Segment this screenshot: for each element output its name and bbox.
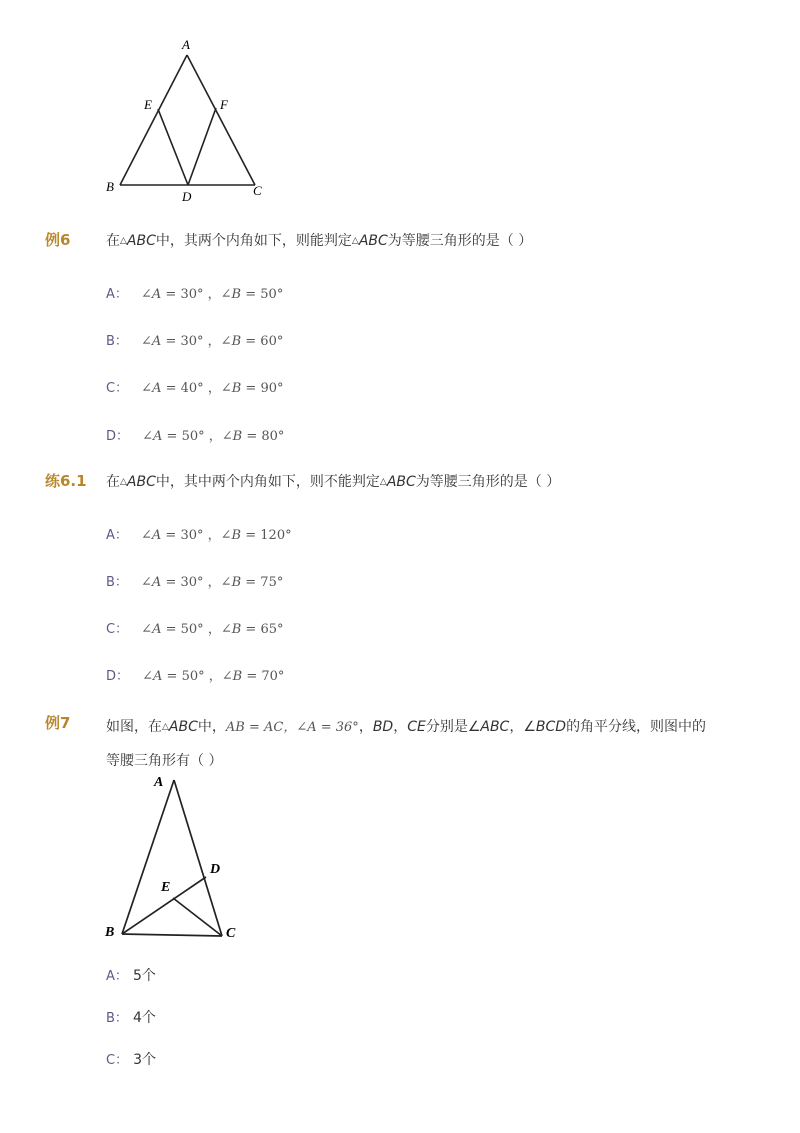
label-A: A	[154, 775, 164, 790]
practice-6-1-option-d[interactable]: D： ∠A = 50° ，∠B = 70°	[106, 669, 285, 684]
example-7-stem-line2: 等腰三角形有（ ）	[106, 753, 223, 769]
label-A: A	[182, 37, 190, 52]
practice-6-1-stem: 在△ABC中，其中两个内角如下，则不能判定△ABC为等腰三角形的是（ ）	[106, 474, 561, 490]
label-E: E	[144, 97, 152, 112]
example-6-stem: 在△ABC中，其两个内角如下，则能判定△ABC为等腰三角形的是（ ）	[106, 233, 533, 249]
practice-6-1-option-c[interactable]: C： ∠A = 50° ，∠B = 65°	[106, 622, 284, 637]
example-6-option-a[interactable]: A： ∠A = 30° ，∠B = 50°	[106, 287, 284, 302]
example-6-option-d[interactable]: D： ∠A = 50° ，∠B = 80°	[106, 429, 285, 444]
label-B: B	[105, 925, 115, 940]
label-C: C	[253, 183, 262, 198]
practice-6-1-option-a[interactable]: A： ∠A = 30° ，∠B = 120°	[106, 528, 292, 543]
example-7-option-b[interactable]: B： 4个	[106, 1010, 156, 1026]
example-7-option-c[interactable]: C： 3个	[106, 1052, 157, 1068]
label-F: F	[220, 97, 228, 112]
practice-6-1-option-b[interactable]: B： ∠A = 30° ，∠B = 75°	[106, 575, 284, 590]
label-C: C	[226, 926, 236, 941]
label-B: B	[106, 179, 114, 194]
figure-triangle-abc-def	[100, 35, 280, 210]
label-D: D	[210, 862, 221, 877]
example-7-tag: 例7	[45, 714, 71, 732]
example-6-option-b[interactable]: B： ∠A = 30° ，∠B = 60°	[106, 334, 284, 349]
figure-triangle-abc-bisectors	[100, 770, 250, 945]
practice-6-1-tag: 练6.1	[45, 472, 87, 490]
example-6-option-c[interactable]: C： ∠A = 40° ，∠B = 90°	[106, 381, 284, 396]
example-7-option-a[interactable]: A： 5个	[106, 968, 156, 984]
example-6-tag: 例6	[45, 231, 71, 249]
example-7-stem-line1: 如图，在△ABC中，AB = AC，∠A = 36°，BD，CE分别是∠ABC，∠BCD的角平分线，则图中的	[106, 719, 707, 735]
label-E: E	[161, 880, 171, 895]
label-D: D	[182, 189, 192, 204]
